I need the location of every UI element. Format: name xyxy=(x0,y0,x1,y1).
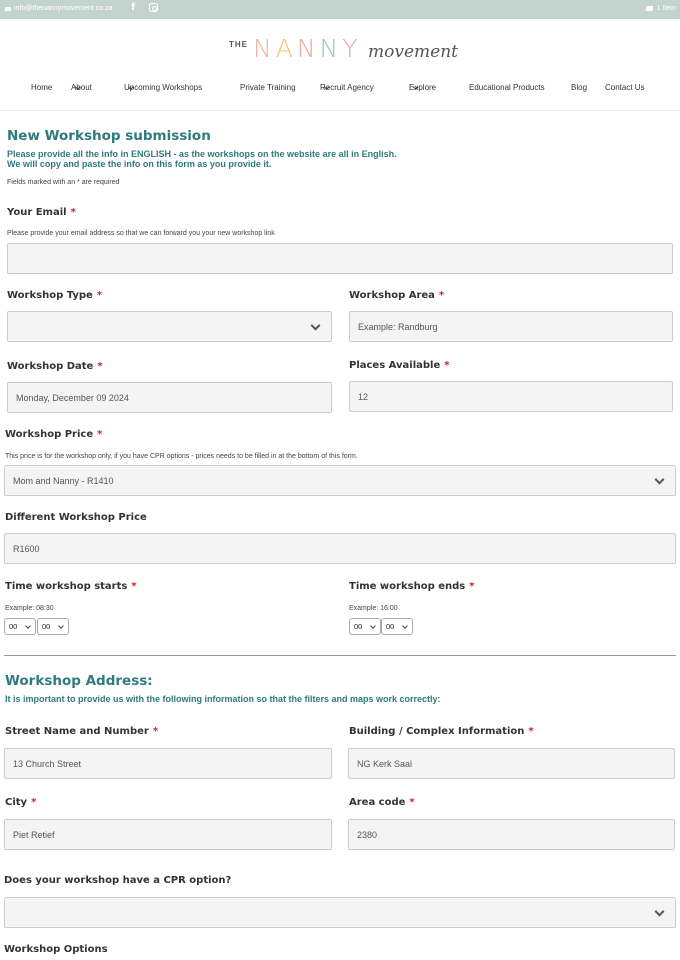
workshop-price-label xyxy=(5,429,102,440)
nav-label[interactable]: Educational Products xyxy=(469,83,545,92)
time-start-hour-select[interactable] xyxy=(4,618,36,635)
places-available-label xyxy=(349,360,450,371)
required-mark: * xyxy=(31,797,37,808)
workshop-type-label-text: Workshop Type xyxy=(7,290,93,301)
logo-letter: N xyxy=(319,34,343,63)
nav-label[interactable]: About xyxy=(71,83,92,92)
envelope-icon xyxy=(5,7,11,11)
chevron-down-icon xyxy=(25,623,31,629)
area-code-label-text: Area code xyxy=(349,797,406,808)
chevron-down-icon xyxy=(370,623,376,629)
address-note: It is important to provide us with the following information so that the filters and maps work correctly: xyxy=(5,694,441,704)
top-bar xyxy=(0,0,680,19)
contact-email[interactable] xyxy=(5,5,113,12)
different-price-label: Different Workshop Price xyxy=(5,512,147,523)
time-start-minute-value: 00 xyxy=(42,622,51,631)
instagram-icon[interactable] xyxy=(149,3,158,12)
cart-count[interactable]: 1 Item xyxy=(656,5,676,12)
workshop-price-label-text: Workshop Price xyxy=(5,429,94,440)
required-mark: * xyxy=(131,581,137,592)
cpr-label: Does your workshop have a CPR option? xyxy=(4,875,232,886)
nav-label[interactable]: Contact Us xyxy=(605,83,645,92)
form-note-line2: We will copy and paste the info on this form as you provide it. xyxy=(7,159,272,169)
logo-letter: A xyxy=(275,34,297,63)
places-available-label-text: Places Available xyxy=(349,360,441,371)
workshop-area-label-text: Workshop Area xyxy=(349,290,435,301)
required-mark: * xyxy=(96,290,103,301)
time-end-label-text: Time workshop ends xyxy=(349,581,466,592)
nav-label[interactable]: Upcoming Workshops xyxy=(124,83,203,92)
time-start-label xyxy=(5,581,137,592)
street-value: 13 Church Street xyxy=(13,758,82,769)
street-label xyxy=(5,726,158,737)
logo-suffix: movement xyxy=(368,42,458,62)
logo-letter: Y xyxy=(342,34,362,63)
city-label xyxy=(5,797,36,808)
site-logo[interactable] xyxy=(0,32,680,66)
workshop-price-select[interactable] xyxy=(4,465,676,496)
email-input[interactable] xyxy=(7,243,673,274)
contact-email-text[interactable]: info@thenannymovement.co.za xyxy=(14,5,113,12)
chevron-down-icon xyxy=(311,320,321,330)
workshop-date-value: Monday, December 09 2024 xyxy=(16,392,129,403)
workshop-options-label: Workshop Options xyxy=(4,944,108,955)
building-input[interactable] xyxy=(348,748,675,779)
workshop-area-label xyxy=(349,290,444,301)
nav-label[interactable]: Explore xyxy=(409,83,437,92)
email-description: Please provide your email address so that we can forward you your new workshop link xyxy=(7,230,275,237)
logo-wordmark xyxy=(253,34,362,63)
area-code-label xyxy=(349,797,415,808)
logo-letter: N xyxy=(296,34,320,63)
workshop-type-select[interactable] xyxy=(7,311,332,342)
nav-label[interactable]: Recruit Agency xyxy=(320,83,374,92)
chevron-down-icon xyxy=(58,623,64,629)
workshop-date-label-text: Workshop Date xyxy=(7,361,94,372)
cpr-select[interactable] xyxy=(4,897,676,928)
workshop-price-description: This price is for the workshop only, if you have CPR options - prices needs to be filled in at the bottom of this form. xyxy=(5,453,358,460)
time-end-minute-select[interactable] xyxy=(381,618,413,635)
required-mark: * xyxy=(438,290,445,301)
city-label-text: City xyxy=(5,797,28,808)
time-end-minute-value: 00 xyxy=(386,622,395,631)
time-start-hour-value: 00 xyxy=(9,622,18,631)
required-mark: * xyxy=(528,726,534,737)
chevron-down-icon xyxy=(655,906,665,916)
area-code-value: 2380 xyxy=(357,829,378,840)
workshop-type-label xyxy=(7,290,102,301)
email-label-text: Your Email xyxy=(7,207,67,218)
area-code-input[interactable] xyxy=(348,819,675,850)
nav-item-about[interactable] xyxy=(71,83,92,92)
city-input[interactable] xyxy=(4,819,332,850)
logo-prefix: THE xyxy=(229,40,248,49)
required-hint: Fields marked with an * are required xyxy=(7,179,120,186)
chevron-down-icon xyxy=(402,623,408,629)
workshop-date-input[interactable] xyxy=(7,382,332,413)
facebook-icon[interactable]: f xyxy=(131,2,136,13)
main-nav xyxy=(0,83,680,95)
required-mark: * xyxy=(444,360,450,371)
nav-item-upcoming-workshops[interactable] xyxy=(124,83,203,92)
time-end-hour-value: 00 xyxy=(354,622,363,631)
city-value: Piet Retief xyxy=(13,829,55,840)
street-input[interactable] xyxy=(4,748,332,779)
logo-letter: N xyxy=(253,34,276,63)
nav-label[interactable]: Private Training xyxy=(240,83,296,92)
cart-icon xyxy=(646,6,653,11)
header-divider xyxy=(0,110,680,111)
street-label-text: Street Name and Number xyxy=(5,726,149,737)
time-end-hour-select[interactable] xyxy=(349,618,381,635)
address-title: Workshop Address: xyxy=(5,673,153,689)
nav-item-recruit-agency[interactable] xyxy=(320,83,374,92)
required-mark: * xyxy=(152,726,159,737)
building-value: NG Kerk Saal xyxy=(357,758,413,769)
section-divider xyxy=(4,655,676,656)
places-available-input[interactable] xyxy=(349,381,673,412)
workshop-area-input[interactable] xyxy=(349,311,673,342)
cart-link[interactable] xyxy=(646,5,676,12)
required-mark: * xyxy=(97,429,103,440)
nav-label[interactable]: Home xyxy=(31,83,53,92)
form-note-line1: Please provide all the info in ENGLISH - as the workshops on the website are all in English. xyxy=(7,149,397,159)
time-start-minute-select[interactable] xyxy=(37,618,69,635)
form-title: New Workshop submission xyxy=(7,128,211,144)
workshop-date-label xyxy=(7,361,103,372)
required-mark: * xyxy=(70,207,76,218)
chevron-down-icon xyxy=(655,474,665,484)
required-mark: * xyxy=(409,797,415,808)
time-start-example: Example: 08:30 xyxy=(5,605,54,612)
building-label xyxy=(349,726,534,737)
time-end-label xyxy=(349,581,474,592)
nav-label[interactable]: Blog xyxy=(571,83,588,92)
different-price-input[interactable] xyxy=(4,533,676,564)
places-available-value: 12 xyxy=(358,391,369,402)
required-mark: * xyxy=(97,361,103,372)
nav-item-explore[interactable] xyxy=(409,83,437,92)
building-label-text: Building / Complex Information xyxy=(349,726,525,737)
email-label xyxy=(7,207,76,218)
workshop-price-value: Mom and Nanny - R1410 xyxy=(13,475,114,486)
time-start-label-text: Time workshop starts xyxy=(5,581,128,592)
workshop-area-placeholder: Example: Randburg xyxy=(358,321,438,332)
required-mark: * xyxy=(469,581,475,592)
time-end-example: Example: 16:00 xyxy=(349,605,398,612)
different-price-value: R1600 xyxy=(13,543,40,554)
